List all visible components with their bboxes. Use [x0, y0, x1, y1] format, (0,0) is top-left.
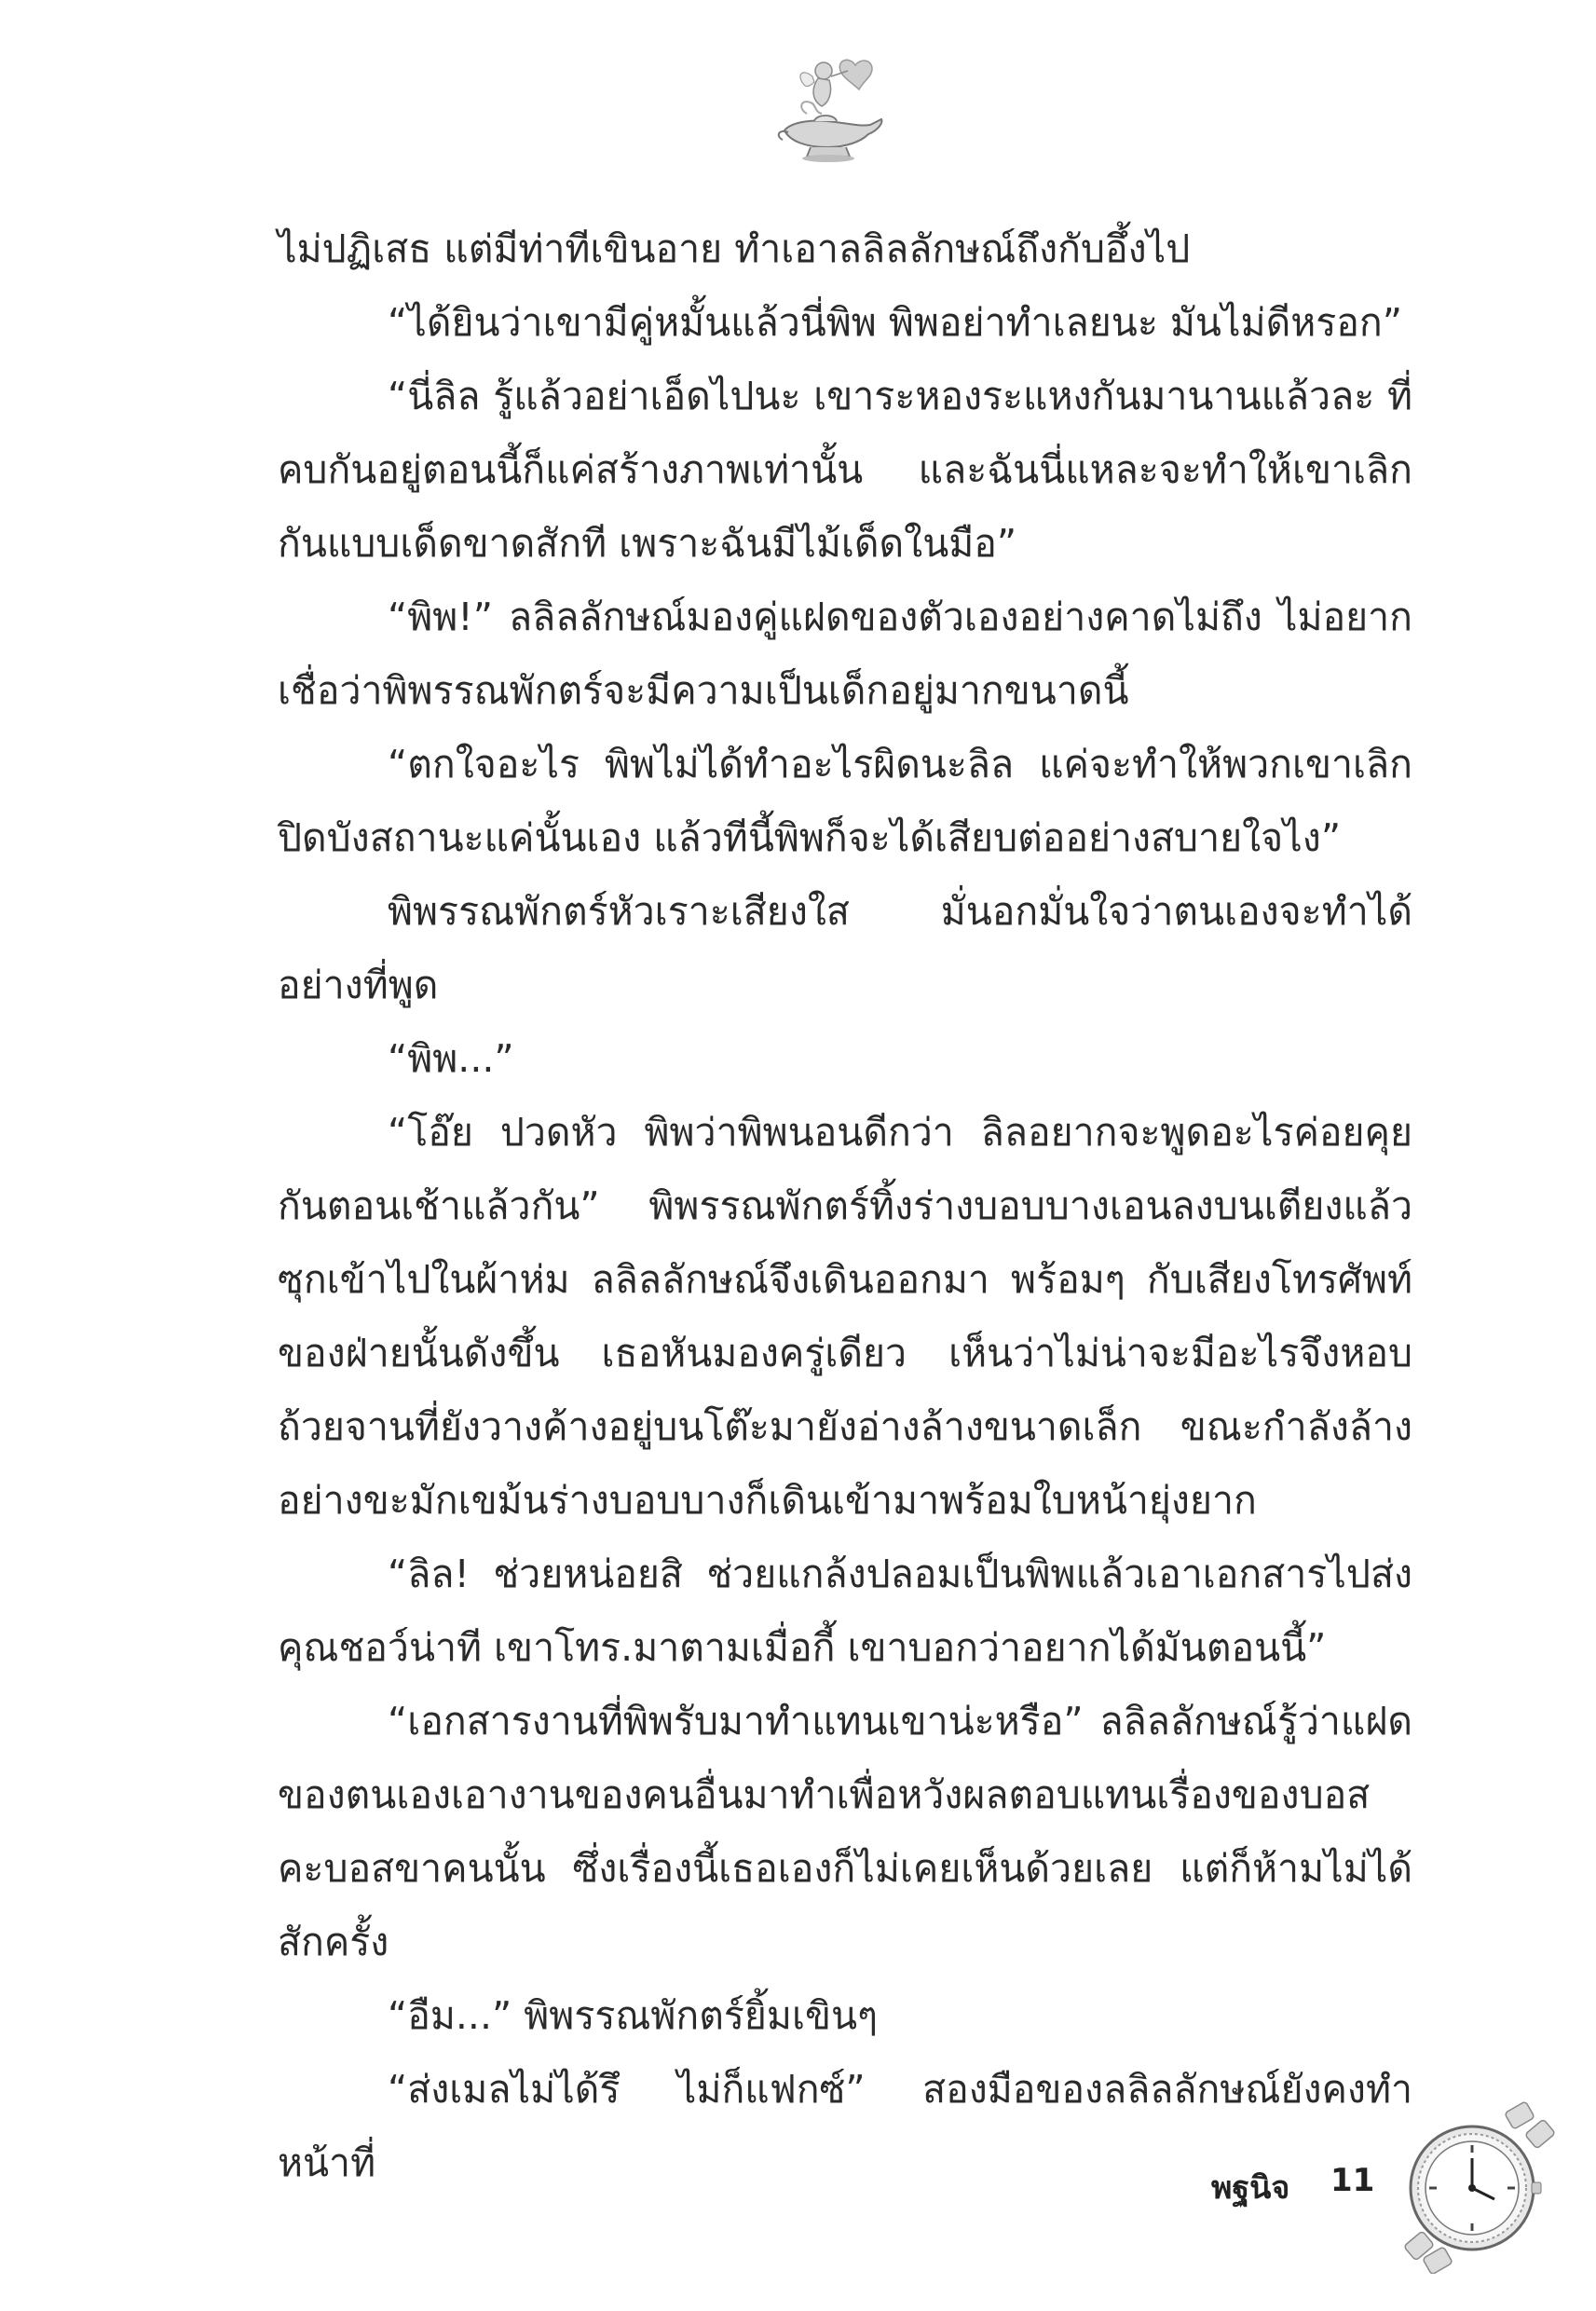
paragraph: “ส่งเมลไม่ได้รึ ไม่ก็แฟกซ์” สองมือของลลิลลักษณ์ยังคงทำหน้าที่	[278, 2067, 1412, 2185]
paragraph: “ได้ยินว่าเขามีคู่หมั้นแล้วนี่พิพ พิพอย่าทำเลยนะ มันไม่ดีหรอก”	[388, 300, 1402, 345]
wristwatch-icon	[1398, 2097, 1575, 2274]
paragraph: “อืม...” พิพรรณพักตร์ยิ้มเขินๆ	[388, 1993, 879, 2038]
paragraph: พิพรรณพักตร์หัวเราะเสียงใส มั่นอกมั่นใจว่าตนเองจะทำได้อย่างที่พูด	[278, 889, 1412, 1007]
body-text	[278, 212, 1412, 2200]
paragraph: “เอกสารงานที่พิพรับมาทำแทนเขาน่ะหรือ” ลลิลลักษณ์รู้ว่าแฝดของตนเองเอางานของคนอื่นมาทำเพื่อหวังผลตอบแทนเรื่องของบอสคะบอสขาคนนั้น ซึ่งเรื่องนี้เธอเองก็ไม่เคยเห็นด้วยเลย แต่ก็ห้ามไม่ได้สักครั้ง	[278, 1699, 1412, 1964]
paragraph: ไม่ปฏิเสธ แต่มีท่าทีเขินอาย ทำเอาลลิลลักษณ์ถึงกับอึ้งไป	[278, 226, 1191, 271]
paragraph: “ลิล! ช่วยหน่อยสิ ช่วยแกล้งปลอมเป็นพิพแล้วเอาเอกสารไปส่งคุณชอว์น่าที เขาโทร.มาตามเมื่อกี้ เขาบอกว่าอยากได้มันตอนนี้”	[278, 1552, 1412, 1670]
magic-lamp-with-cupid-icon	[770, 48, 891, 170]
paragraph: “ตกใจอะไร พิพไม่ได้ทำอะไรผิดนะลิล แค่จะทำให้พวกเขาเลิกปิดบังสถานะแค่นั้นเอง แล้วทีนี้พิพก็จะได้เสียบต่ออย่างสบายใจไง”	[278, 742, 1412, 860]
paragraph: “พิพ...”	[388, 1036, 514, 1081]
page-number: 11	[1330, 2162, 1375, 2199]
footer-author-title: พฐนิจ	[1211, 2169, 1290, 2207]
paragraph: “นี่ลิล รู้แล้วอย่าเอ็ดไปนะ เขาระหองระแหงกันมานานแล้วละ ที่คบกันอยู่ตอนนี้ก็แค่สร้างภาพเท่านั้น และฉันนี่แหละจะทำให้เขาเลิกกันแบบเด็ดขาดสักที เพราะฉันมีไม้เด็ดในมือ”	[278, 374, 1412, 566]
paragraph: “โอ๊ย ปวดหัว พิพว่าพิพนอนดีกว่า ลิลอยากจะพูดอะไรค่อยคุยกันตอนเช้าแล้วกัน” พิพรรณพักตร์ทิ้งร่างบอบบางเอนลงบนเตียงแล้วซุกเข้าไปในผ้าห่ม ลลิลลักษณ์จึงเดินออกมา พร้อมๆ กับเสียงโทรศัพท์ของฝ่ายนั้นดังขึ้น เธอหันมองครู่เดียว เห็นว่าไม่น่าจะมีอะไรจึงหอบถ้วยจานที่ยังวางค้างอยู่บนโต๊ะมายังอ่างล้างขนาดเล็ก ขณะกำลังล้างอย่างขะมักเขม้นร่างบอบบางก็เดินเข้ามาพร้อมใบหน้ายุ่งยาก	[278, 1110, 1412, 1523]
paragraph: “พิพ!” ลลิลลักษณ์มองคู่แฝดของตัวเองอย่างคาดไม่ถึง ไม่อยากเชื่อว่าพิพรรณพักตร์จะมีความเป็นเด็กอยู่มากขนาดนี้	[278, 595, 1412, 713]
